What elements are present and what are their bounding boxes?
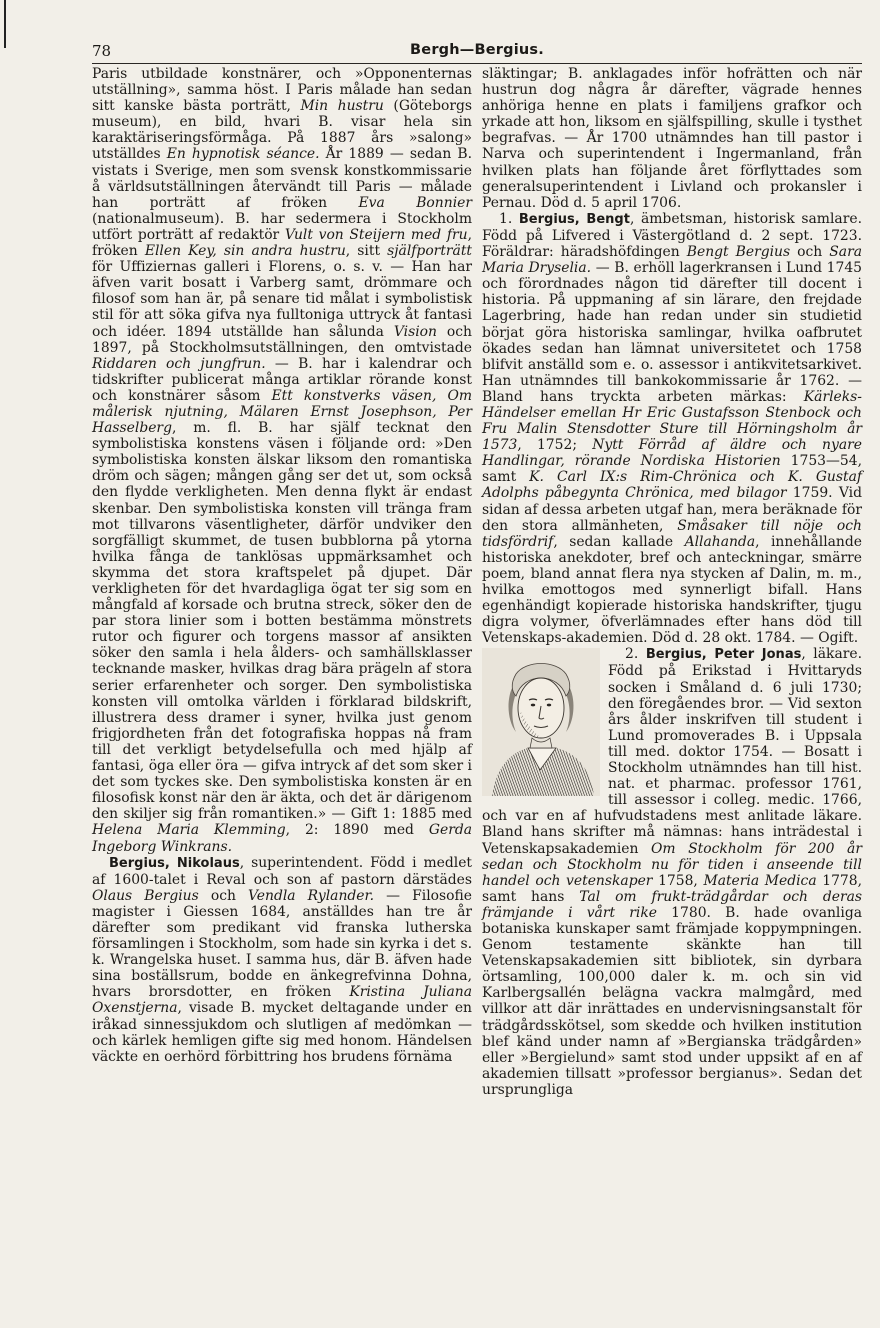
page-number: 78	[92, 42, 112, 60]
italic-title: Ett konstverks väsen, Om målerisk njutning, Mälaren Ernst Josephson, Per Hasselberg	[92, 387, 472, 437]
text-run: — Filosofie magister i Giessen 1684, anställdes han tre år därefter som predikant vid franska lutherska församlingen i Stockholm, som hade sin kyrka i det s. k. Wrangelska huset. I samma hus, där B. äfven hade sina boställsrum, bodde en änkegrefvinna Dohna, hvars brorsdotter, en fröken	[92, 887, 473, 1001]
italic-title: Nytt Förråd af äldre och nyare Handlingar, rörande Nordiska Historien	[482, 437, 862, 470]
italic-title: Kärleks-Händelser emellan Hr Eric Gustafsson Stenbock och Fru Malin Stensdotter Sture till Hörningsholm år 1573	[482, 388, 862, 454]
text-run: , ämbetsman, historisk samlare. Född på Lifvered i Västergötland d. 2 sept. 1723. Föräldrar: häradshöfdingen	[482, 210, 862, 261]
text-run: 1.	[499, 210, 519, 227]
entry-headword: Bergius, Nikolaus	[109, 855, 240, 871]
italic-title: En hypnotisk séance.	[166, 146, 320, 163]
text-run: släktingar; B. anklagades inför hofrätten och när hustrun dog några år därefter, vägrade hennes anhöriga henne en plats i familjens grafkor och yrkade att hon, liksom en själfspilling, skulle i tysthet begrafvas. — År 1700 utnämndes han till pastor i Narva och superintendent i Ingermanland, från hvilken plats han följande året förflyttades som generalsuperintendent i Livland och prokansler i Pernau. Död d. 5 april 1706.	[482, 66, 862, 211]
italic-title: Småsaker till nöje och tidsfördrif	[482, 517, 862, 550]
text-run: för Uffiziernas galleri i Florens, o. s. v. — Han har äfven varit bosatt i Varberg samt, drömmare och filosof som han är, på senare tid målat i symbolistisk stil för att söka gifva nya fulltoniga uttryck åt fantasi och idéer. 1894 utställde han sålunda	[92, 259, 472, 340]
text-run: 1758,	[652, 872, 704, 889]
italic-title: själfporträtt	[387, 243, 472, 260]
page-header	[92, 42, 862, 64]
italic-title: Bengt Bergius	[686, 244, 791, 261]
right-column	[482, 66, 862, 1311]
text-run: , sitt	[345, 243, 388, 260]
text-run: , innehållande historiska anekdoter, bref och anteckningar, smärre poem, bland annat flera nya stycken af Dalin, m. m., hvilka emottogos med synnerligt bifall. Hans egenhändigt kopierade historiska handskrifter, tjugu digra volymer, öfverlämnades efter hans död till Vetenskaps-akademien. Död d. 28 okt. 1784. — Ogift.	[482, 533, 862, 647]
text-run: (Göteborgs museum), en bild, hvari B. visar hela sin karaktäriseringsförmåga. På 1887 års »salong» utställdes	[92, 98, 473, 163]
italic-title: Om Stockholm för 200 år sedan och Stockholm nu för tiden i anseende till handel och vetenskaper	[482, 840, 862, 889]
text-run: och	[790, 244, 830, 261]
text-run: och	[198, 887, 249, 904]
text-run: , läkare. Född på Erikstad i Hvittaryds socken i Småland d. 6 juli 1730; den föregåendes bror. — Vid sexton års ålder inskrifven till student i Lund promoverades B. i Uppsala till med. doktor 1754. — Bosatt i Stockholm utnämndes han till hist. nat. et pharmac. professor 1761, till assessor i colleg. medic. 1766, och var en af hufvudstadens mest anlitade läkare. Bland hans skrifter må nämnas: hans inträdestal i Vetenskapsakademien	[482, 646, 863, 857]
text-run: , 1752;	[517, 437, 593, 454]
entry-bergius-peter-jonas	[482, 646, 862, 1098]
text-run: och 1897, på Stockholmsutställningen, den omtvistade	[92, 323, 472, 356]
portrait-engraving	[482, 648, 600, 796]
text-run: , fröken	[92, 226, 472, 260]
text-run: 1780. B. hade ovanliga botaniska kunskaper samt främjade koppympningen. Genom testamente skänkte han till Vetenskapsakademien sitt bibliotek, sin dyrbara örtsamling, 100,000 daler k. m. och sin vid Karlbergsallén belägna vackra malmgård, med villkor att där inrättades en undervisningsanstalt för trädgårdsskötsel, som skedde och hvilken institution blef känd under namn af »Bergianska trädgården» eller »Bergielund» samt stod under uppsikt af en af akademien tillsatt »professor bergianus». Sedan det ursprungliga	[482, 904, 862, 1098]
italic-title: Vision	[393, 323, 437, 340]
entry-headword: Bergius, Peter Jonas	[645, 647, 802, 663]
italic-title: Vendla Rylander.	[248, 887, 375, 904]
italic-title: Helena Maria Klemming	[92, 822, 286, 839]
left-column	[92, 66, 472, 1311]
italic-title: Vult von Steijern med fru	[284, 226, 468, 243]
italic-title: Allahanda	[684, 533, 756, 550]
paragraph-continuation	[482, 66, 862, 211]
paragraph-continuation	[92, 66, 472, 855]
header-rule	[92, 63, 862, 64]
text-run: Paris utbildade konstnärer, och »Opponenternas utställning», samma höst. I Paris målade han sedan sitt kanske bästa porträtt,	[92, 66, 472, 115]
text-run: 1759. Vid sidan af dessa arbeten utgaf han, mera beräknade för den stora allmänheten,	[482, 485, 863, 534]
italic-title: Kristina Juliana Oxenstjerna	[92, 984, 472, 1017]
text-run: , superintendent. Född i medlet af 1600-talet i Reval och son af pastorn därstädes	[92, 854, 473, 888]
text-run: 1753—54, samt	[482, 453, 862, 486]
italic-title: Riddaren och jungfrun.	[92, 355, 266, 372]
italic-title: Sara Maria Dryselia.	[482, 244, 863, 277]
text-run: 2.	[625, 646, 646, 663]
text-run: , visade B. mycket deltagande under en iråkad sinnessjukdom och slutligen af medömkan — och kärlek hemligen gifte sig med honom. Händelsen väckte en oerhörd förbittring hos brudens förnäma	[92, 1000, 472, 1065]
text-run: , sedan kallade	[553, 533, 685, 550]
text-run: (nationalmuseum). B. har sedermera i Stockholm utfört porträtt af redaktör	[92, 210, 472, 243]
italic-title: Olaus Bergius	[92, 887, 199, 904]
italic-title: Tal om frukt-trädgårdar och deras främjande i vårt rike	[482, 888, 862, 921]
text-run: 1778, samt hans	[482, 872, 862, 905]
italic-title: Min hustru	[300, 98, 384, 115]
italic-title: Materia Medica	[703, 872, 817, 889]
text-run: , 2: 1890 med	[285, 822, 429, 839]
text-run: , m. fl. B. har själf tecknat den symbolistiska konstens väsen i följande ord: »Den symbolistiska konsten älskar liksom den romantiska dröm och sägen; mången gång ser det ut, som också den flydde verkligheten. Men denna flykt är endast skenbar. Den symbolistiska konsten vill tränga fram mot tillvarons väsentligheter, därför undviker den sorgfälligt skummet, de tusen bubblorna på ytorna hvilka fånga de tanklösas uppmärksamhet och skymma det stora kraftspelet på djupet. Där verkligheten för det hvardagliga ögat ter sig som en mångfald af korsade och brutna streck, söker den de par stora linier som i botten bestämma mönstrets rutor och figurer och torgens massor af ansikten söker den samla i hela ålders- och samhällsklasser tecknande masker, hvilkas drag bära prägeln af stora serier erfarenheter och sorger. Den symbolistiska konsten vill omtolka världen i förklarad bildskrift, illustrera dess dramer i syner, hvilka just genom frigjordheten från det fotografiska hoppas nå fram till det verkligt betydelsefulla och med hjälp af fantasi, öga eller öra — gifva intryck af det som sker i det som tyckes ske. Den symbolistiska konsten är en filosofisk konst när den är äkta, och det är därigenom den skiljer sig från romantiken.» — Gift 1: 1885 med	[92, 420, 472, 823]
running-head: Bergh—Bergius.	[410, 42, 544, 58]
entry-bergius-bengt	[482, 211, 862, 647]
page-edge-line	[4, 0, 6, 48]
text-run: — B. erhöll lagerkransen i Lund 1745 och förordnades någon tid därefter till docent i historia. På uppmaning af sin lärare, den frejdade Lagerbring, hade han redan under sin studietid börjat göra historiska samlingar, hvilka oafbrutet ökades sedan han lämnat universitetet och 1758 blifvit anställd som e. o. assessor i antikvitetsarkivet. Han utnämndes till bankokommissarie år 1762. — Bland hans tryckta arbeten märkas:	[482, 260, 862, 405]
italic-title: Gerda Ingeborg Winkrans.	[92, 822, 473, 855]
text-run: — B. har i kalendrar och tidskrifter publicerat många artiklar rörande konst och konstnärer såsom	[92, 355, 473, 404]
entry-bergius-nikolaus	[92, 855, 472, 1065]
italic-title: Eva Bonnier	[358, 194, 472, 211]
italic-title: Ellen Key, sin andra hustru	[144, 243, 346, 260]
italic-title: K. Carl IX:s Rim-Chrönica och K. Gustaf Adolphs påbegynta Chrönica, med bilagor	[482, 469, 862, 502]
text-run: År 1889 — sedan B. vistats i Sverige, men som svensk konstkommissarie å världsutställningen återvändt till Paris — målade han porträtt af fröken	[92, 146, 472, 211]
entry-headword: Bergius, Bengt	[518, 211, 630, 227]
